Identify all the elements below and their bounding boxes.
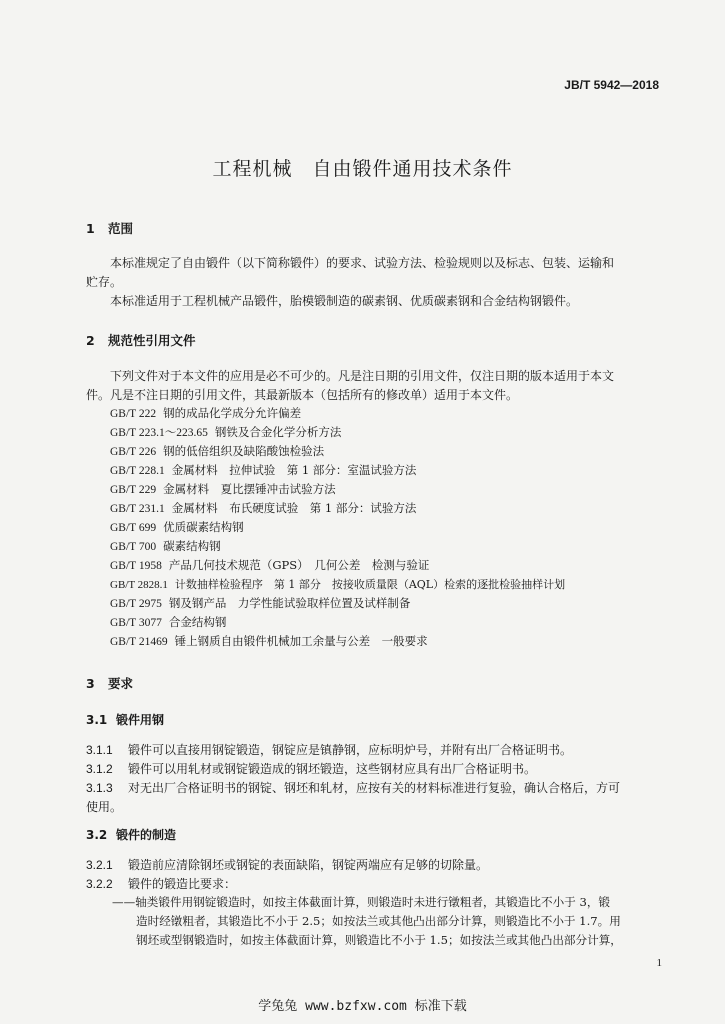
subsection-title: 锻件用钢 [116,713,165,727]
reference-entry [110,633,428,649]
clause-3-1-1 [86,741,572,758]
clause-text: 锻件可以用轧材或钢锭锻造成的钢坯锻造，这些钢材应具有出厂合格证明书。 [128,762,537,776]
subsection-number: 3.1 [86,713,108,727]
reference-title: 钢的成品化学成分允许偏差 [163,406,302,420]
reference-entry [110,557,429,573]
subsection-3-2-heading [86,826,176,843]
reference-entry [110,576,565,592]
clause-3-1-2 [86,760,536,777]
scope-para-1-line-1: 本标准规定了自由锻件（以下简称锻件）的要求、试验方法、检验规则以及标志、包装、运输和 [110,256,615,270]
section-number: 1 [86,221,95,236]
clause-3-1-3 [86,779,620,796]
clause-text: 对无出厂合格证明书的钢锭、钢坯和轧材，应按有关的材料标准进行复验，确认合格后，方可 [128,781,621,795]
reference-title: 计数抽样检验程序 第 1 部分 按接收质量限（AQL）检索的逐批检验抽样计划 [174,578,566,591]
reference-title: 钢铁及合金化学分析方法 [214,425,342,439]
clause-number: 3.1.3 [86,781,113,795]
reference-entry [110,405,301,421]
reference-code: GB/T 222 [110,408,157,420]
refs-intro-line-2: 件。凡是不注日期的引用文件，其最新版本（包括所有的修改单）适用于本文件。 [86,388,519,402]
clause-3-1-3-line-2: 使用。 [86,800,123,814]
section-title: 范围 [108,221,134,236]
subsection-title: 锻件的制造 [116,828,177,842]
reference-code: GB/T 229 [110,484,157,496]
page-number: 1 [656,957,662,969]
clause-number: 3.1.2 [86,762,113,776]
reference-entry [110,595,410,611]
reference-code: GB/T 3077 [110,617,162,629]
reference-entry [110,481,336,497]
list-item-line-1: ——轴类锻件用钢锭锻造时，如按主体截面计算，则锻造时未进行镦粗者，其锻造比不小于 3，锻 [112,895,611,909]
scope-para-1-line-2: 贮存。 [86,275,123,289]
clause-text: 锻件的锻造比要求： [128,877,237,891]
section-1-heading [86,219,133,237]
reference-code: GB/T 700 [110,541,157,553]
reference-code: GB/T 226 [110,446,157,458]
clause-text: 锻造前应清除钢坯或钢锭的表面缺陷，钢锭两端应有足够的切除量。 [128,858,489,872]
reference-title: 锤上钢质自由锻件机械加工余量与公差 一般要求 [174,634,428,648]
list-item-line-3: 钢坯或型钢锻造时，如按主体截面计算，则锻造比不小于 1.5；如按法兰或其他凸出部分计算， [136,933,622,947]
reference-entry [110,462,416,478]
reference-code: GB/T 231.1 [110,503,165,515]
reference-code: GB/T 21469 [110,636,168,648]
reference-title: 合金结构钢 [168,615,227,629]
standard-number: JB/T 5942—2018 [564,78,659,92]
subsection-3-1-heading [86,711,164,728]
reference-entry [110,443,324,459]
refs-intro-line-1: 下列文件对于本文件的应用是必不可少的。凡是注日期的引用文件，仅注日期的版本适用于本文 [110,369,615,383]
reference-title: 金属材料 夏比摆锤冲击试验方法 [163,482,336,496]
section-title: 规范性引用文件 [108,333,196,348]
reference-entry [110,424,341,440]
reference-code: GB/T 699 [110,522,157,534]
reference-title: 优质碳素结构钢 [163,520,244,534]
reference-code: GB/T 2828.1 [110,579,168,591]
reference-entry [110,519,244,535]
list-item-line-2: 造时经镦粗者，其锻造比不小于 2.5；如按法兰或其他凸出部分计算，则锻造比不小于 1.7。用 [136,914,621,928]
reference-code: GB/T 223.1～223.65 [110,427,208,439]
reference-title: 金属材料 布氏硬度试验 第 1 部分：试验方法 [171,501,417,515]
scope-para-2: 本标准适用于工程机械产品锻件，胎模锻制造的碳素钢、优质碳素钢和合金结构钢锻件。 [110,294,579,308]
section-number: 3 [86,676,95,691]
clause-number: 3.2.2 [86,877,113,891]
document-title: 工程机械 自由锻件通用技术条件 [212,158,513,180]
reference-title: 钢及钢产品 力学性能试验取样位置及试样制备 [168,596,411,610]
reference-title: 钢的低倍组织及缺陷酸蚀检验法 [163,444,325,458]
watermark-footer: 学兔兔 www.bzfxw.com 标准下载 [258,999,467,1014]
subsection-number: 3.2 [86,828,108,842]
clause-3-2-2 [86,875,236,892]
clause-3-2-1 [86,856,488,873]
section-2-heading [86,331,196,349]
reference-title: 产品几何技术规范（GPS） 几何公差 检测与验证 [168,558,430,572]
reference-title: 金属材料 拉伸试验 第 1 部分：室温试验方法 [171,463,417,477]
clause-text: 锻件可以直接用钢锭锻造，钢锭应是镇静钢，应标明炉号，并附有出厂合格证明书。 [128,743,573,757]
reference-entry [110,538,221,554]
clause-number: 3.2.1 [86,858,113,872]
clause-number: 3.1.1 [86,743,113,757]
reference-code: GB/T 2975 [110,598,162,610]
reference-title: 碳素结构钢 [163,539,221,553]
reference-entry [110,500,416,516]
section-number: 2 [86,333,95,348]
section-title: 要求 [108,676,134,691]
reference-entry [110,614,226,630]
reference-code: GB/T 228.1 [110,465,165,477]
reference-code: GB/T 1958 [110,560,162,572]
section-3-heading [86,674,133,692]
